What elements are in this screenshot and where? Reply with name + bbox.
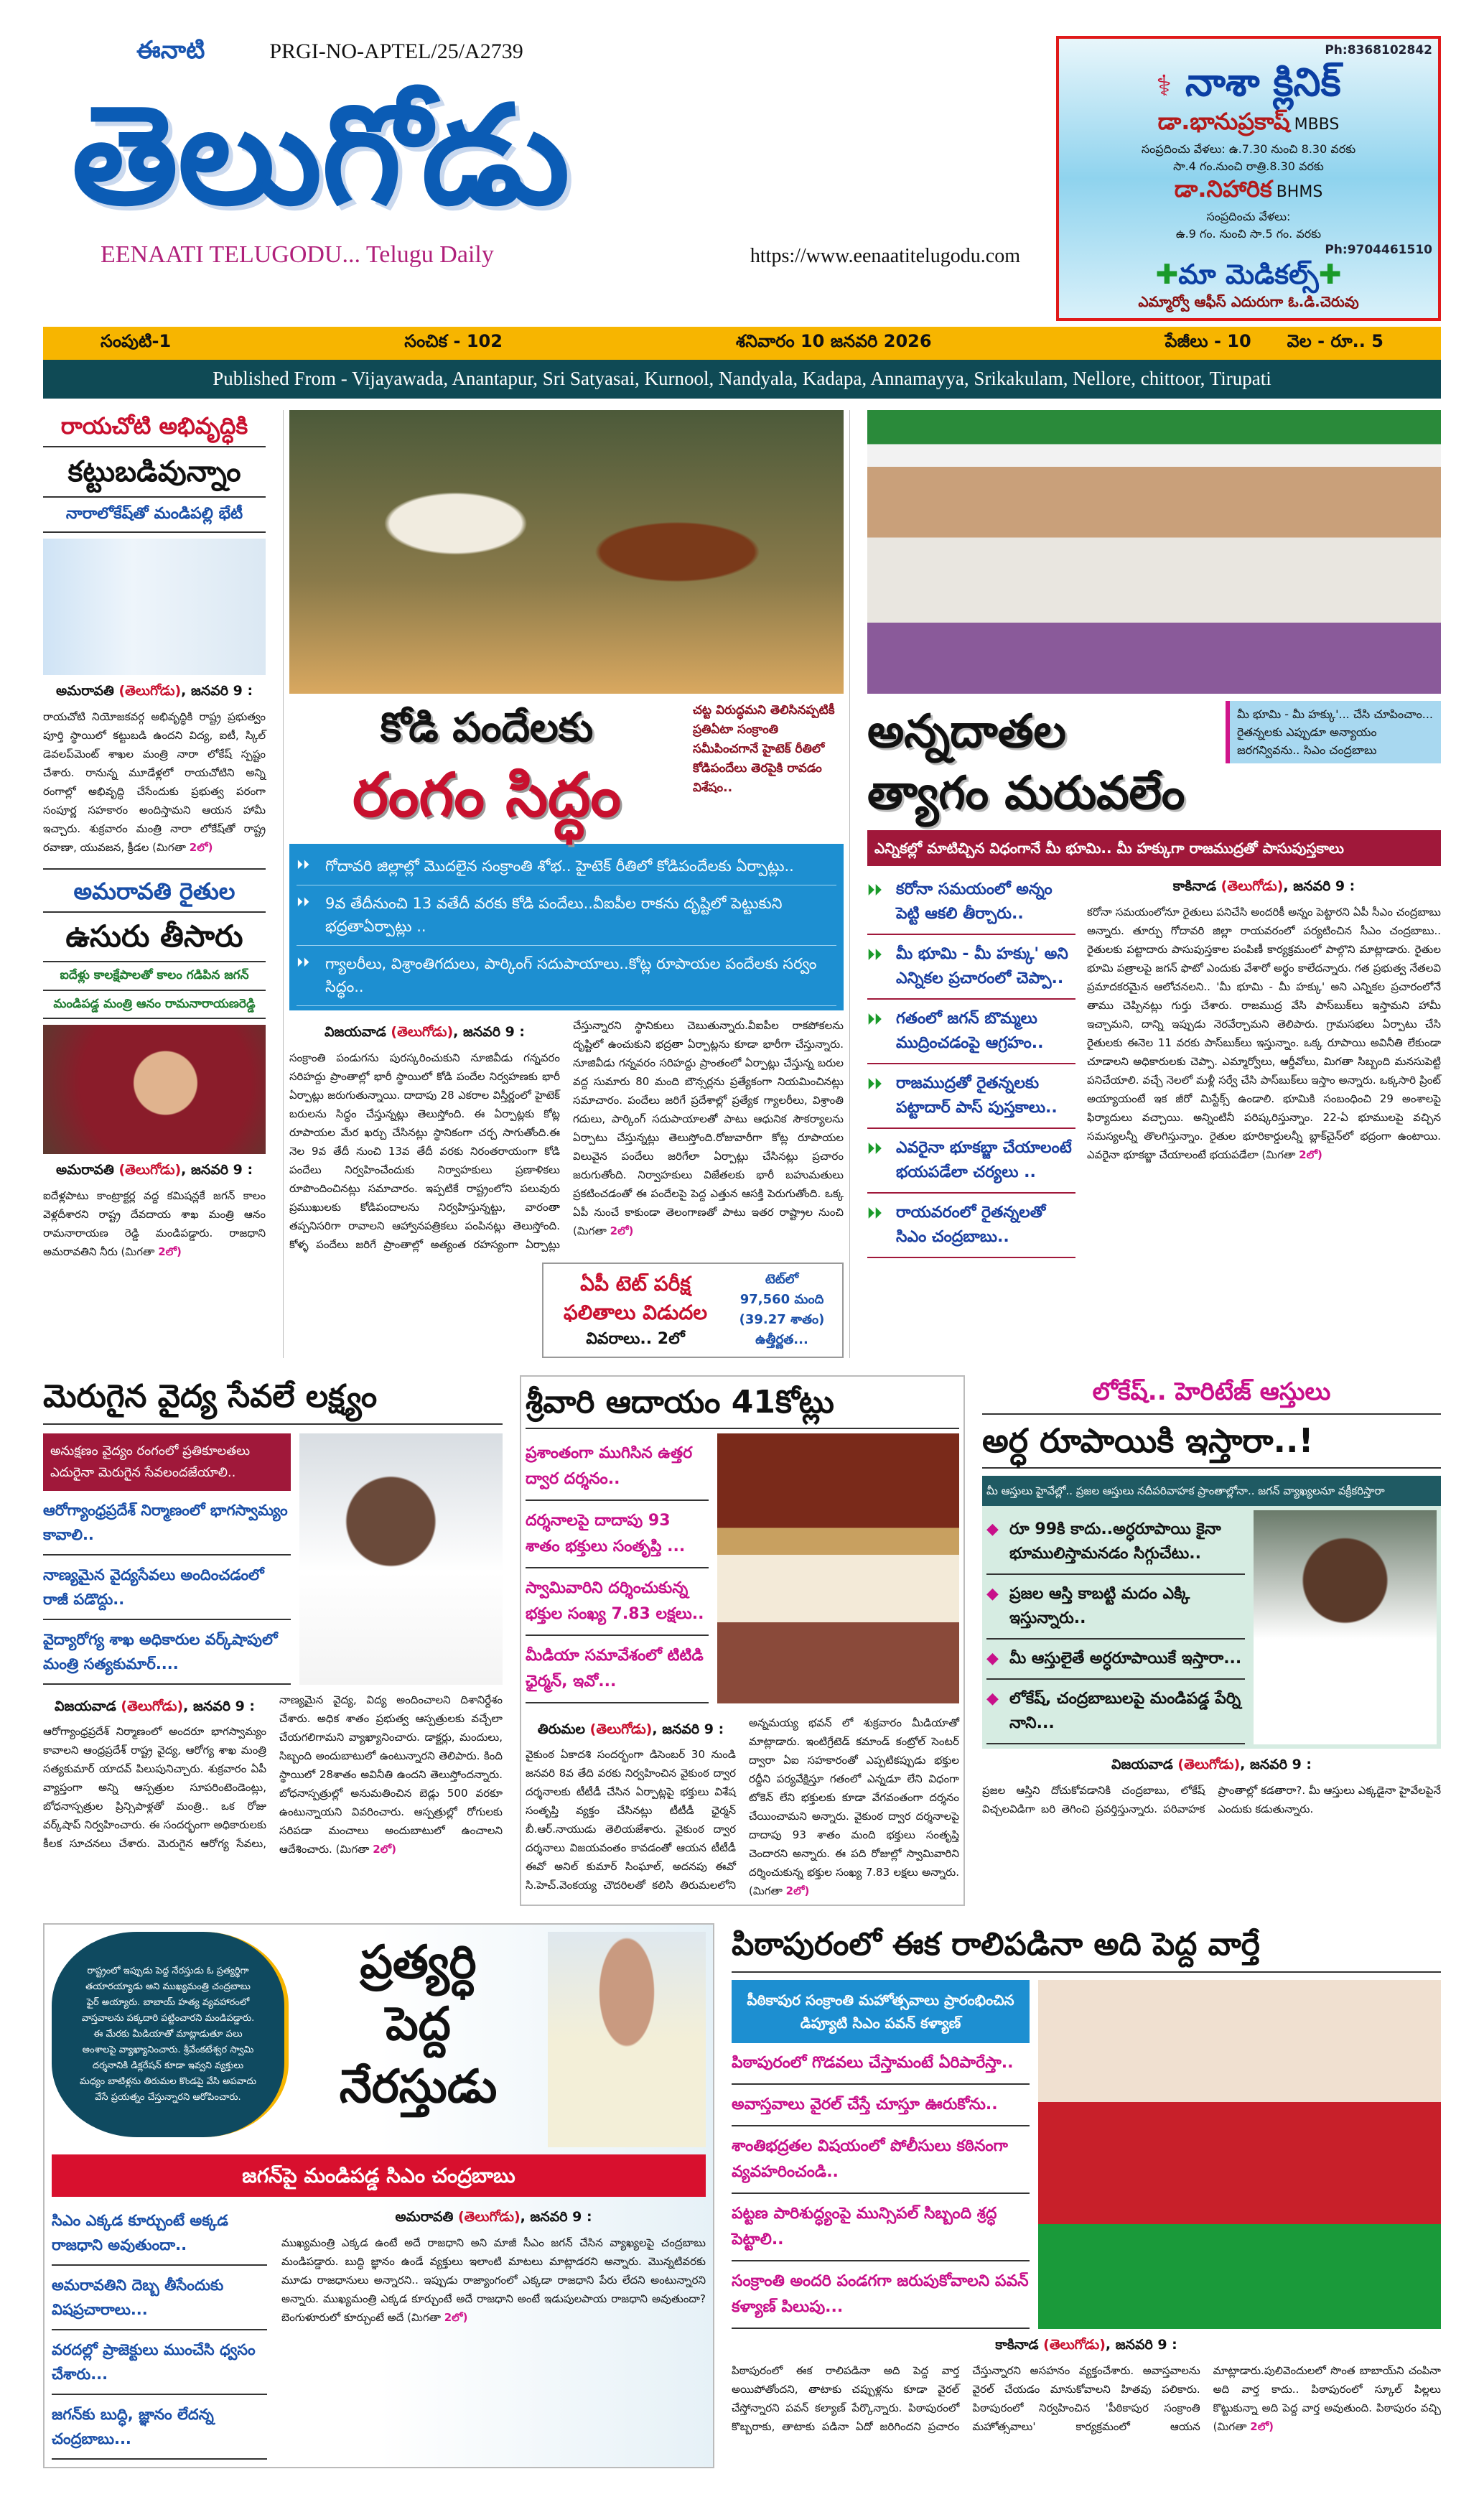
highlight-item: అమరావతిని దెబ్బ తీసేందుకు విషప్రచారాలు... bbox=[52, 2266, 267, 2330]
continued-marker: (మిగతా 2లో) bbox=[335, 1842, 396, 1856]
headline: అర్ధ రూపాయికి ఇస్తారా..! bbox=[982, 1415, 1441, 1468]
story-srivari-income bbox=[520, 1375, 965, 1906]
highlight-item: జగన్‌కు బుద్ధి, జ్ఞానం లేదన్న చంద్రబాబు... bbox=[52, 2395, 267, 2460]
highlight-box: పీఠికాపుర సంక్రాంతి మహోత్సవాలు ప్రారంభించిన డిప్యూటి సిఎం పవన్ కళ్యాణ్ bbox=[732, 1980, 1030, 2043]
highlight-item: సంక్రాంతి అందరి పండగగా జరుపుకోవాలని పవన్ కళ్యాణ్ పిలుపు... bbox=[732, 2261, 1030, 2329]
ad-phone-2: Ph:9704461510 bbox=[1325, 243, 1432, 258]
doctor-2-degree: BHMS bbox=[1276, 183, 1323, 202]
dateline-date: , జనవరి 9 : bbox=[652, 1721, 724, 1737]
highlight-item: ⏵⏵ గోదావరి జిల్లాల్లో మొదలైన సంక్రాంతి శోభ.. హైటెక్ రీతిలో కోడిపందేలకు ఏర్పాట్లు.. bbox=[297, 848, 836, 886]
dateline-place: కాకినాడ bbox=[995, 2337, 1039, 2353]
doctor-2-timings: ఉ.9 గం. నుంచి సా.5 గం. వరకు bbox=[1175, 227, 1322, 241]
volume: సంపుటి-1 bbox=[101, 330, 172, 351]
story-body: ప్రజల ఆస్తిని దోచుకోవడానికి చంద్రబాబు, లోకేష్ విచ్చలవిడిగా బరి తెగించి ప్రవర్తిస్తున్నారు. పరివాహక ప్రాంతాల్లో కడతారా?. మీ ఆస్తులు ఎక్కడైనా హైవేలపైనే ఎందుకు కడుతున్నారు. bbox=[982, 1783, 1441, 1815]
dateline-paper: (తెలుగోడు) bbox=[457, 2209, 521, 2226]
subheadline-1: ఐదేళ్లు కాలక్షేపాలతో కాలం గడిపిన జగన్ bbox=[43, 962, 266, 991]
photo-chandrababu bbox=[548, 1932, 706, 2147]
banner: జగన్‌పై మండిపడ్డ సిఎం చంద్రబాబు bbox=[52, 2154, 706, 2197]
continued-marker: (మిగతా 2లో) bbox=[1261, 1148, 1322, 1161]
highlight-item: ⏵⏵ గతంలో జగన్ బొమ్మలు ముద్రించడంపై ఆగ్రహం.. bbox=[867, 1000, 1075, 1064]
highlight-item: పట్టణ పారిశుద్ధ్యంపై మున్సిపల్ సిబ్బంది శ్రద్ధ పెట్టాలి.. bbox=[732, 2194, 1030, 2261]
headline: కట్టుబడివున్నాం bbox=[43, 447, 266, 498]
headline: ఉసురు తీసారు bbox=[43, 913, 266, 962]
highlight-item: ⏵⏵ 9వ తేదీనుంచి 13 వతేదీ వరకు కోడి పందేలు..వీఐపీల రాకను దృష్టిలో పెట్టుకుని భద్రతాఏర్పాట్లు .. bbox=[297, 885, 836, 946]
pull-quote: చట్ట విరుద్ధమని తెలిసినప్పటికీ ప్రతిఏటా సంక్రాంతి సమీపించగానే హైటెక్ రీతిలో కోడిపందేలు తెరపైకి రావడం విశేషం.. bbox=[693, 702, 835, 795]
story-pithapuram bbox=[732, 1923, 1441, 2436]
highlight-item: ⏵⏵ మీ భూమి - మీ హక్కు' అని ఎన్నికల ప్రచారంలో చెప్పా.. bbox=[867, 935, 1075, 1000]
highlight-item: వరదల్లో ప్రాజెక్టులు ముంచేసి ధ్వసం చేశారు... bbox=[52, 2330, 267, 2395]
dateline-place: కాకినాడ bbox=[1172, 878, 1217, 895]
dateline-paper: (తెలుగోడు) bbox=[118, 683, 182, 699]
plus-cross-icon: ✚ bbox=[1155, 259, 1179, 291]
continued-marker: (మిగతా 2లో) bbox=[152, 840, 213, 854]
row-3 bbox=[43, 1923, 1441, 2468]
highlight-item: అవాస్తవాలు వైరల్ చేస్తే చూస్తూ ఊరుకోను.. bbox=[732, 2085, 1030, 2126]
doctor-1-name: డా.భానుప్రకాష్ bbox=[1157, 108, 1290, 136]
story-body: ముఖ్యమంత్రి ఎక్కడ ఉంటే అదే రాజధాని అని మాజీ సీఎం జగన్ చేసిన వ్యాఖ్యలపై చంద్రబాబు మండిపడ్డారు. బుద్ధి జ్ఞానం ఉండే వ్యక్తులు ఇలాంటి మాటలు మాట్లాడరని అన్నారు. మొన్నటివరకు మూడు రాజధానులు అన్నారని.. ఇప్పుడు రాజ్యాంగంలో ఎక్కడా రాజధాని పేరు లేదని అంటున్నారని అన్నారు. ముఖ్యమంత్రి ఎక్కడ కూర్చుంటే అదే రాజధాని అంటే ఇడుపులపాయ రాజధాని అవుతుందా? బెంగుళూరులో కూర్చుంటే అదే bbox=[281, 2236, 706, 2324]
tet-results-box bbox=[542, 1263, 844, 1358]
story-heritage-assets bbox=[982, 1375, 1441, 1818]
dateline-paper: (తెలుగోడు) bbox=[1043, 2337, 1106, 2353]
continued-marker: (మిగతా 2లో) bbox=[1213, 2419, 1274, 2433]
registration-number: PRGI-NO-APTEL/25/A2739 bbox=[269, 39, 523, 63]
dateline-place: తిరుమల bbox=[537, 1721, 586, 1737]
banner: మీ ఆస్తులు హైవేల్లో.. ప్రజల ఆస్తులు నదీపరివాహక ప్రాంతాల్లోనా.. జగన్ వ్యాఖ్యలనూ వక్రీకరిస్తారా bbox=[982, 1476, 1441, 1507]
left-column bbox=[43, 410, 266, 1261]
kicker: అమరావతి రైతుల bbox=[43, 875, 266, 913]
dateline-paper: (తెలుగోడు) bbox=[121, 1698, 184, 1714]
tagline: EENAATI TELUGODU... Telugu Daily bbox=[101, 241, 494, 268]
highlights-list bbox=[43, 1491, 291, 1685]
dateline-date: , జనవరి 9 : bbox=[1240, 1757, 1312, 1773]
highlight-item: ప్రశాంతంగా ముగిసిన ఉత్తర ద్వార దర్శనం.. bbox=[526, 1433, 709, 1501]
pull-quote: మీ భూమి - మీ హక్కు'... చేసి చూపించాం... రైతన్నలకు ఎప్పుడూ అన్యాయం జరగన్వివను.. సిఎం చంద్రబాబు bbox=[1226, 701, 1441, 763]
dateline-date: , జనవరి 9 : bbox=[181, 1162, 253, 1178]
subheadline: నారాలోకేష్‌తో మండిపల్లి భేటీ bbox=[43, 498, 266, 533]
continued-marker: (మిగతా 2లో) bbox=[407, 2310, 468, 2324]
dateline-paper: (తెలుగోడు) bbox=[589, 1721, 653, 1737]
highlight-item: సిఎం ఎక్కడ కూర్చుంటే అక్కడ రాజధాని అవుతుందా.. bbox=[52, 2201, 267, 2266]
dateline-paper: (తెలుగోడు) bbox=[1221, 878, 1284, 895]
subheadline-2: మండిపడ్డ మంత్రి ఆనం రామనారాయణరెడ్డి bbox=[43, 991, 266, 1020]
tet-headline: ఏపీ టెట్ పరీక్ష ఫలితాలు విడుదల bbox=[563, 1271, 708, 1324]
page-count: పేజీలు - 10 bbox=[1165, 330, 1251, 351]
photo-anam-ramanarayana-reddy bbox=[43, 1025, 266, 1154]
kicker: లోకేష్.. హెరిటేజ్ ఆస్తులు bbox=[982, 1375, 1441, 1415]
dateline-place: అమరావతి bbox=[55, 683, 114, 699]
highlights-list bbox=[867, 870, 1075, 1258]
photo-pawan-kalyan-event bbox=[1038, 1980, 1441, 2329]
photo-ttd-press-meet bbox=[717, 1433, 959, 1703]
headline: శ్రీవారి ఆదాయం 41కోట్లు bbox=[526, 1381, 959, 1429]
dateline-place: అమరావతి bbox=[395, 2209, 454, 2226]
headline-line-2: త్యాగం మరువలేం bbox=[867, 766, 1185, 820]
caduceus-icon: ⚕ bbox=[1156, 70, 1172, 103]
highlight-item: ఆరోగ్యాంధ్రప్రదేశ్ నిర్మాణంలో భాగస్వామ్యం కావాలి.. bbox=[43, 1491, 291, 1556]
story-annadata bbox=[867, 410, 1441, 1259]
plus-cross-icon: ✚ bbox=[1318, 259, 1342, 291]
highlight-item: వైద్యారోగ్య శాఖ అధికారుల వర్క్‌షాపులో మంత్రి సత్యకుమార్.... bbox=[43, 1620, 291, 1685]
dateline-paper: (తెలుగోడు) bbox=[118, 1162, 182, 1178]
highlights-list bbox=[52, 2201, 267, 2460]
dateline-place: విజయవాడ bbox=[54, 1698, 116, 1714]
story-body: రాయచోటి నియోజకవర్గ అభివృద్ధికి రాష్ట్ర ప్రభుత్వం పూర్తి స్థాయిలో కట్టుబడి ఉందని విద్య, ఐటీ, స్కిల్ డెవలప్‌మెంట్ శాఖల మంత్రి నారా లోకేష్ స్పష్టం చేశారు. రానున్న మూడేళ్లలో రాయచోటిని అన్ని రంగాల్లో అభివృద్ధి చేసేందుకు ప్రభుత్వ పరంగా సంపూర్ణ సహకారం అందిస్తామని ఆయన హామీ ఇచ్చారు. శుక్రవారం మంత్రి నారా లోకేష్‌తో రాష్ట్ర రవాణా, యువజన, క్రీడల bbox=[43, 710, 266, 854]
highlight-item: ⏵⏵ గ్యాలరీలు, విశ్రాంతిగదులు, పార్కింగ్ సదుపాయాలు..కోట్ల రూపాయల పందేలకు సర్వం సిద్ధం.. bbox=[297, 946, 836, 1006]
dateline-paper: (తెలుగోడు) bbox=[1177, 1757, 1241, 1773]
doctor-2-name: డా.నిహారిక bbox=[1174, 175, 1272, 203]
story-body: వైకుంఠ ఏకాదశి సందర్భంగా డిసెంబర్ 30 నుండి జనవరి 8వ తేది వరకు నిర్వహించిన వైకుంఠ ద్వార దర్శనాలకు టీటీడీ చేసిన ఏర్పాట్లపై భక్తులు విశేష సంతృప్తి వ్యక్తం చేసినట్లు టీటీడీ ఛైర్మన్ బీ.ఆర్.నాయుడు తెలియజేశారు. వైకుంఠ ద్వార దర్శనాలు విజయవంతం కావడంతో ఆయన టీటీడీ ఈవో అనిల్ కుమార్ సింఘాల్, అదనపు ఈవో సి.హెచ్.వెంకయ్య చౌదరిలతో కలిసి తిరుమలలోని అన్నమయ్య భవన్ లో శుక్రవారం మీడియాతో మాట్లాడారు. ఇంటిగ్రేటెడ్ కమాండ్ కంట్రోల్ సెంటర్ ద్వారా ఏఐ సహకారంతో ఎప్పటికప్పుడు భక్తుల రద్దీని పర్యవేక్షిస్తూ గతంలో ఎన్నడూ లేని విధంగా టోకెన్ లేని భక్తులకు కూడా వేగవంతంగా దర్శనం చేయించామని అన్నారు. వైకుంఠ ద్వార దర్శనాలపై దాదాపు 93 శాతం మంది భక్తులు సంతృప్తి చెందారని అన్నారు. ఈ పది రోజుల్లో స్వామివారిని దర్శించుకున్న భక్తుల సంఖ్య 7.83 లక్షలు అన్నారు. bbox=[526, 1716, 959, 1892]
masthead-small-title: ఈనాటి bbox=[136, 36, 205, 65]
headline-line-1: ప్రత్యర్ధి bbox=[360, 1935, 477, 1989]
issue-number: సంచిక - 102 bbox=[404, 330, 503, 351]
photo-perni-nani bbox=[1254, 1510, 1437, 1744]
dateline-paper: (తెలుగోడు) bbox=[391, 1024, 454, 1041]
highlight-item: ◆ మీ ఆస్తులైతే అర్ధరూపాయికే ఇస్తారా... bbox=[986, 1640, 1245, 1680]
price: వెల - రూ.. 5 bbox=[1287, 330, 1383, 351]
dateline-date: , జనవరి 9 : bbox=[181, 683, 253, 699]
summary-circle: రాష్ట్రంలో ఇప్పుడు పెద్ద నేరస్తుడు ఓ ప్రత్యర్థిగా తయారయ్యాడు అని ముఖ్యమంత్రి చంద్రబాబు ఫైర్ అయ్యారు. బాబాయ్ హత్య వ్యవహారంలో వాస్తవాలను పక్కదారి పట్టించారని మండిపడ్డారు. ఈ మేరకు మీడియాతో మాట్లాడుతూ పలు అంశాలపై వ్యాఖ్యానించారు. శ్రీవేంకటేశ్వర స్వామి దర్శనానికి డిక్లరేషన్ కూడా ఇవ్వని వ్యక్తులు మధ్యం బాటిళ్లను తిరుమల కొండపై వేసి అపవాదు వేసే ప్రయత్నం చేస్తున్నారని ఆరోపించారు. bbox=[52, 1932, 289, 2137]
pharmacy-name: మా మెడికల్స్ bbox=[1178, 259, 1319, 291]
highlights-box bbox=[289, 844, 844, 1011]
banner: ఎన్నికల్లో మాటిచ్చిన విధంగానే మీ భూమి.. మీ హక్కుగా రాజముద్రతో పాసుపుస్తకాలు bbox=[867, 830, 1441, 866]
story-kodi-pandelu bbox=[283, 410, 850, 1358]
dateline-date: , జనవరి 9 : bbox=[453, 1024, 526, 1041]
story-body: ఐదేళ్లపాటు కాంట్రాక్టర్ల వద్ద కమిషన్లకే జగన్ కాలం వెళ్లదీశారని రాష్ట్ర దేవదాయ శాఖ మంత్రి ఆనం రామనారాయణ రెడ్డి మండిపడ్డారు. రాజధాని అమరావతిని నీరు bbox=[43, 1189, 266, 1258]
headline-line-2: పెద్ద నేరస్తుడు bbox=[339, 1998, 498, 2114]
highlight-item: ⏵⏵ రాజముద్రతో రైతన్నలకు పట్టాదార్ పాస్ పుస్తకాలు.. bbox=[867, 1064, 1075, 1129]
highlight-item: ◆ ప్రజల ఆస్తి కాబట్టి మదం ఎక్కి ఇస్తున్నారు.. bbox=[986, 1575, 1245, 1640]
kicker: రాయచోటి అభివృద్ధికి bbox=[43, 410, 266, 448]
highlight-item: ◆ లోకేష్, చంద్రబాబులపై మండిపడ్డ పేర్ని నాని... bbox=[986, 1680, 1245, 1744]
headline-line-1: అన్నదాతల bbox=[867, 705, 1066, 758]
story-body: పిఠాపురంలో ఈక రాలిపడినా అది పెద్ద వార్త అయిపోతోందని, తాటాకు చప్పుళ్లను కూడా వైరల్ చేస్తోన్నారని పవన్ కల్యాణ్ పేర్కొన్నారు. పిఠాపురంలో కొబ్బరాకు, తాటాకు పడినా ఏదో జరిగిందని ప్రచారం చేస్తున్నారని అసహనం వ్యక్తంచేశారు. అవాస్తవాలను వైరల్ చేయడం మానుకోవాలని హితవు పలికారు. పిఠాపురంలో నిర్వహించిన 'పీఠికాపుర సంక్రాంతి మహోత్సవాలు' కార్యక్రమంలో ఆయన మాట్లాడారు.పులివెందులలో సొంత బాబాయ్‌ని చంపినా అది వార్త కాదు.. పిఠాపురంలో స్కూల్ పిల్లలు కొట్టుకున్నా అది పెద్ద వార్త అవుతుంది. పిఠాపురం వచ్చి bbox=[732, 2363, 1441, 2433]
issue-info-bar bbox=[43, 327, 1441, 360]
dateline-place: విజయవాడ bbox=[1111, 1757, 1173, 1773]
tet-pass-label: ఉత్తీర్ణత... bbox=[755, 1331, 808, 1347]
doctor-2-timings-label: సంప్రదించు వేళలు: bbox=[1206, 210, 1291, 224]
newspaper-logo: తెలుగోడు bbox=[72, 76, 570, 235]
story-pratyardhi bbox=[43, 1923, 714, 2468]
clinic-advertisement bbox=[1056, 36, 1441, 321]
highlights-list bbox=[986, 1510, 1245, 1744]
continued-marker: (మిగతా 2లో) bbox=[121, 1245, 182, 1258]
tet-details: వివరాలు.. 2లో bbox=[586, 1329, 685, 1348]
tet-pass-percent: (39.27 శాతం) bbox=[739, 1311, 825, 1327]
row-2 bbox=[43, 1375, 1441, 1906]
headline-line-1: కోడి పందేలకు bbox=[380, 704, 594, 751]
dateline-date: , జనవరి 9 : bbox=[520, 2209, 592, 2226]
doctor-1-timings-a: సంప్రదించు వేళలు: ఉ.7.30 నుంచి 8.30 వరకు bbox=[1141, 142, 1356, 157]
headline: మెరుగైన వైద్య సేవలే లక్ష్యం bbox=[43, 1375, 503, 1425]
photo-cm-with-farmers bbox=[867, 410, 1441, 694]
highlight-item: శాంతిభద్రతల విషయంలో పోలీసులు కఠినంగా వ్యవహరించండి.. bbox=[732, 2126, 1030, 2194]
highlight-item: దర్శనాలపై దాదాపు 93 శాతం భక్తులు సంతృప్తి ... bbox=[526, 1501, 709, 1568]
ad-phone-1: Ph:8368102842 bbox=[1325, 43, 1432, 57]
headline: పిఠాపురంలో ఈక రాలిపడినా అది పెద్ద వార్తే bbox=[732, 1923, 1441, 1973]
pharmacy-address: ఎమ్మార్వో ఆఫీస్ ఎదురుగా ఓ.డి.చెరువు bbox=[1138, 292, 1359, 310]
photo-roosters-fighting bbox=[289, 410, 844, 694]
dateline-date: , జనవరి 9 : bbox=[1105, 2337, 1177, 2353]
story-amaravati-farmers bbox=[43, 868, 266, 1261]
highlight-item: పిఠాపురంలో గొడవలు చేస్తామంటే ఏరిపారేస్తా.. bbox=[732, 2043, 1030, 2085]
photo-lokesh-mandipalli bbox=[43, 539, 266, 675]
highlight-item: ⏵⏵ ఎవరైనా భూకబ్జా చేయాలంటే భయపడేలా చర్యలు .. bbox=[867, 1129, 1075, 1194]
photo-minister-satyakumar bbox=[299, 1433, 503, 1685]
clinic-name: నాశా క్లినిక్ bbox=[1185, 60, 1341, 105]
story-body: సంక్రాంతి పండుగను పురస్కరించుకుని నూజివీడు గన్నవరం సరిహద్దు ప్రాంతాల్లో భారీ స్థాయిలో కోడి పందేల నిర్వహణకు భారీ ఏర్పాట్లు జరుగుతున్నాయి. దాదాపు 28 ఎకరాల విస్తీర్ణంలో హైటెక్ బరులను సిద్ధం చేస్తున్నట్లు తెలుస్తోంది. ఈ ఏర్పాట్లకు కోట్ల రూపాయల మేర ఖర్చు చేసినట్లు స్థానికంగా చర్చ సాగుతోంది.ఈ నెల 9వ తేదీ నుంచి 13వ తేదీ వరకు నిరంతరాయంగా కోడి పందేలు నిర్వహించేందుకు నిర్వాహకులు ప్రణాళికలు రూపొందించినట్లు సమాచారం. ఇప్పటికే రాష్ట్రంలోని పలువురు ప్రముఖులకు కోడిపందాలను నిర్వహిస్తున్నట్టు, వారంతా తప్పనిసరిగా రావాలని ఆహ్వానపత్రికలు పంపినట్లు తెలుస్తోంది. కోళ్ళ పందేలు జరిగే ప్రాంతాల్లో అత్యంత రహస్యంగా ఏర్పాట్లు చేస్తున్నారని స్థానికులు చెబుతున్నారు.వీఐపీల రాకపోకలను దృష్టిలో ఉంచుకుని భద్రతా ఏర్పాట్లను కూడా భారీగా చేస్తున్నారు. నూజివీడు గన్నవరం సరిహద్దు ప్రాంతంలో ఏర్పాట్లు చేస్తున్న బరుల వద్ద సుమారు 80 మంది బౌన్సర్లను ప్రత్యేకంగా నియమించినట్లు సమాచారం. పందేలు జరిగే ప్రదేశాల్లో ప్రత్యేక గ్యాలరీలు, విశ్రాంతి గదులు, పార్కింగ్ సదుపాయాలతో పాటు ఆధునిక సౌకర్యాలను ఏర్పాటు చేస్తున్నట్లు తెలుస్తోంది.రోజువారీగా కోట్ల రూపాయల విలువైన పందేలు జరిగేలా ఏర్పాట్లు చేసినట్లు ప్రచారం జరుగుతోంది. నిర్వాహకులు విజేతలకు భారీ బహుమతులు ప్రకటించడంతో ఈ పందేలపై పెద్ద ఎత్తున ఆసక్తి పెరుగుతోంది. ఒక్క ఏపీ నుంచే కాకుండా తెలంగాణతో పాటు ఇతర రాష్ట్రాల నుంచి bbox=[289, 1019, 844, 1251]
doctor-1-degree: MBBS bbox=[1294, 116, 1340, 134]
highlights-list bbox=[526, 1433, 709, 1703]
dateline-place: విజయవాడ bbox=[324, 1024, 386, 1041]
highlight-item: ◆ రూ 99కి కాదు..అర్ధరూపాయి కైనా భూములిస్తామనడం సిగ్గుచేటు.. bbox=[986, 1510, 1245, 1575]
website-link[interactable]: https://www.eenaatitelugodu.com bbox=[750, 244, 1020, 267]
continued-marker: (మిగతా 2లో) bbox=[573, 1224, 634, 1238]
dateline-place: అమరావతి bbox=[55, 1162, 114, 1178]
story-health-services bbox=[43, 1375, 503, 1859]
headline-line-2: రంగం సిద్ధం bbox=[352, 760, 622, 831]
row-1 bbox=[43, 410, 1441, 1358]
highlight-item: మీడియా సమావేశంలో టిటిడి ఛైర్మన్, ఇవో... bbox=[526, 1636, 709, 1703]
story-body: ఆరోగ్యాంధ్రప్రదేశ్ నిర్మాణంలో అందరూ భాగస్వామ్యం కావాలని ఆంధ్రప్రదేశ్ రాష్ట్ర వైద్య, ఆరోగ్య శాఖ మంత్రి సత్యకుమార్ యాదవ్ పిలుపునిచ్చారు. శుక్రవారం ఏపీ వ్యాప్తంగా అన్ని ఆస్పత్రుల సూపరింటెండెంట్లు, బోధనాస్పత్రుల ప్రిన్సిపాళ్లతో మంత్రి.. ఒక రోజు వర్క్‌షాప్ నిర్వహించారు. ఈ సందర్భంగా అధికారులకు కీలక సూచనలు చేశారు. మెరుగైన ఆరోగ్య సేవలు, నాణ్యమైన వైద్య, విద్య అందించాలని దిశానిర్దేశం చేశారు. అధిక శాతం ప్రభుత్వ ఆస్పత్రులకు వచ్చేలా చేయగలిగామని వ్యాఖ్యానించారు. డాక్టర్లు, మందులు, సిబ్బంది అందుబాటులో ఉంటున్నారని తెలిపారు. కింది స్థాయిలో 28శాతం అవినీతి ఉందని తెలుస్తోందన్నారు. బోధనాస్పత్రుల్లో అనుమతించిన బెడ్లు 500 వరకూ ఉంటున్నాయని వివరించారు. ఆస్పత్రుల్లో రోగులకు సరిపడా మంచాలు అందుబాటులో ఉంచాలని ఆదేశించారు. bbox=[43, 1693, 503, 1856]
highlight-box: అనుక్షణం వైద్యం రంగంలో ప్రతికూలతలు ఎదురైనా మెరుగైన సేవలందజేయాలి.. bbox=[43, 1433, 291, 1491]
dateline-date: , జనవరి 9 : bbox=[1283, 878, 1355, 895]
tet-pass-count: 97,560 మంది bbox=[739, 1291, 824, 1307]
masthead bbox=[43, 36, 1441, 321]
highlight-item: ⏵⏵ రాయవరంలో రైతన్నలతో సిఎం చంద్రబాబు.. bbox=[867, 1194, 1075, 1258]
highlight-item: స్వామివారిని దర్శించుకున్న భక్తుల సంఖ్య 7.83 లక్షలు.. bbox=[526, 1568, 709, 1636]
doctor-1-timings-b: సా.4 గం.నుంచి రాత్రి.8.30 వరకు bbox=[1173, 159, 1324, 174]
story-rayachoti bbox=[43, 410, 266, 857]
dateline-date: , జనవరి 9 : bbox=[183, 1698, 256, 1714]
tet-label: టెట్‌లో bbox=[765, 1271, 799, 1287]
story-body: కరోనా సమయంలోనూ రైతులు పనిచేసి అందరికీ అన్నం పెట్టారని ఏపీ సీఎం చంద్రబాబు అన్నారు. తూర్పు గోదావరి జిల్లా రాయవరంలో పర్యటించిన సీఎం చంద్రబాబు.. రైతులకు పట్టాదారు పాసుపుస్తకాల పంపిణీ కార్యక్రమంలో పాల్గొని మాట్లాడారు. రైతుల భూమి పత్రాలపై జగన్ ఫొటో ఎందుకు వేశారో అర్థం కాలేదన్నారు. గత ప్రభుత్వ నేతలవి ప్రమాదకరమైన ఆలోచనలని.. 'మీ భూమి - మీ హక్కు' అని ఎన్నికల ప్రచారంలోనే తాము చెప్పినట్లు గుర్తు చేశారు. రాజముద్ర వేసి పాస్‌బుక్‌లు ఇస్తామని హామీ ఇచ్చామని, దాన్ని ఇప్పుడు నెరవేర్చామని తెలిపారు. గ్రామసభలు ఏర్పాటు చేసి రైతులకు ఈనెల 11 వరకు పాస్‌బుక్‌లు ఇస్తున్నాం. ఒక్క రూపాయి అవినీతి లేకుండా చూడాలని అధికారులకు చెప్పా. ఎమ్మార్వోలు, ఆర్డీవోలు, మిగతా సిబ్బంది మనసుపెట్టి పనిచేయాలి. వచ్చే నెలలో మళ్లీ సర్వే చేసి పాస్‌బుక్‌లు ఇస్తాం అన్నారు. ఒక్కసారి ప్రింట్ అయ్యాయంటే ఇక జీరో మిస్టేక్స్ ఉండాలి. భూమికి సంబంధించి 29 అంశాలపై ఫిర్యాదులు వచ్చాయి. అన్నింటినీ పరిష్కరిస్తున్నాం. 22-ఏ భూములపై వచ్చిన సమస్యలన్నీ తొలగిస్తున్నాం. రైతుల భూరికార్డులన్నీ బ్లాక్‌చైన్‌లో భద్రంగా ఉంటాయి. ఎవరైనా భూకబ్జా చేయాలంటే భయపడేలా bbox=[1087, 905, 1441, 1161]
highlights-list bbox=[732, 2043, 1030, 2329]
highlight-item: నాణ్యమైన వైద్యసేవలు అందించడంలో రాజీ పడొద్దు.. bbox=[43, 1556, 291, 1620]
continued-marker: (మిగతా 2లో) bbox=[749, 1884, 810, 1897]
editions-bar: Published From - Vijayawada, Anantapur, Sri Satyasai, Kurnool, Nandyala, Kadapa, Annamayya, Srikakulam, Nellore, chittoor, Tirupati bbox=[43, 360, 1441, 399]
issue-date: శనివారం 10 జనవరి 2026 bbox=[736, 330, 932, 351]
highlight-item: ⏵⏵ కరోనా సమయంలో అన్నం పెట్టి ఆకలి తీర్చారు.. bbox=[867, 870, 1075, 935]
